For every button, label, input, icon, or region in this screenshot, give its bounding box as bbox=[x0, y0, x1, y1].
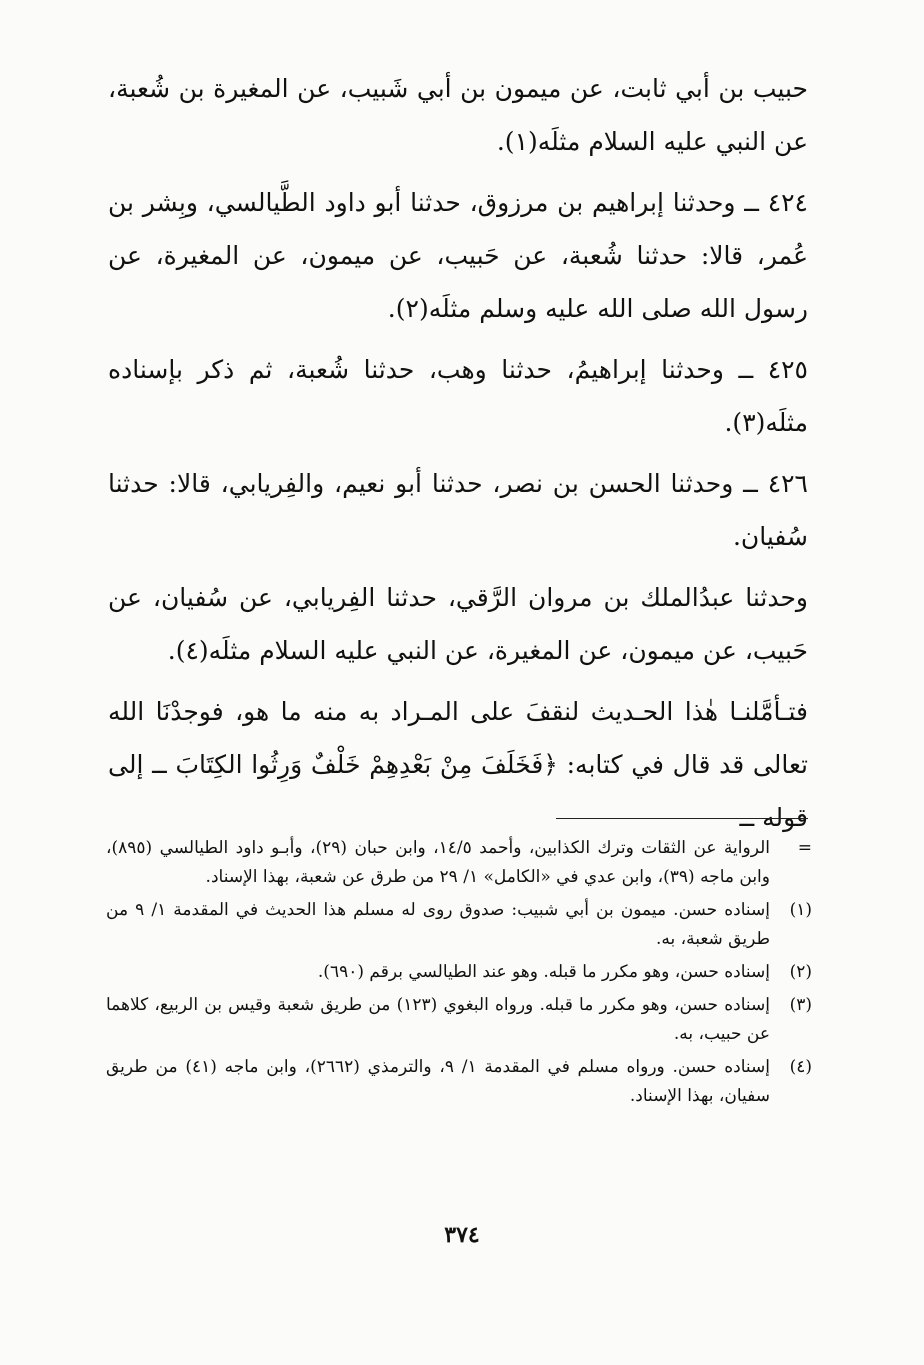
footnote-4 bbox=[106, 1053, 812, 1111]
footnote-text: إسناده حسن. ورواه مسلم في المقدمة ١/ ٩، والترمذي (٢٦٦٢)، وابن ماجه (٤١) من طريق سفيان، بهذا الإسناد. bbox=[106, 1057, 771, 1106]
commentary-paragraph: فتـأمَّلنـا هٰذا الحـديث لنقفَ على المـراد به منه ما هو، فوجدْنَا الله تعالى قد قال في كتابه: ﴿فَخَلَفَ مِنْ بَعْدِهِمْ خَلْفٌ وَرِثُوا الكِتَابَ ــ إلى قوله ــ bbox=[108, 697, 808, 832]
main-text bbox=[108, 62, 808, 852]
footnote-divider bbox=[556, 818, 808, 819]
footnote-2 bbox=[106, 958, 812, 987]
paragraph-continuation: حبيب بن أبي ثابت، عن ميمون بن أبي شَبيب، عن المغيرة بن شُعبة، عن النبي عليه السلام مثلَه(١). bbox=[108, 74, 808, 156]
footnote-1 bbox=[106, 896, 812, 954]
footnote-mark: (٤) bbox=[789, 1057, 812, 1077]
hadith-426: ٤٢٦ ــ وحدثنا الحسن بن نصر، حدثنا أبو نعيم، والفِريابي، قالا: حدثنا سُفيان. bbox=[108, 469, 808, 551]
footnote-text: إسناده حسن. ميمون بن أبي شبيب: صدوق روى له مسلم هذا الحديث في المقدمة ١/ ٩ من طريق شعبة، به. bbox=[106, 900, 771, 949]
footnote-continuation bbox=[106, 834, 812, 892]
footnote-mark: (٢) bbox=[789, 962, 812, 982]
hadith-426-second-chain: وحدثنا عبدُالملك بن مروان الرَّقي، حدثنا الفِريابي، عن سُفيان، عن حَبيب، عن ميمون، عن المغيرة، عن النبي عليه السلام مثلَه(٤). bbox=[108, 583, 808, 665]
footnote-mark: (١) bbox=[789, 900, 812, 920]
hadith-425: ٤٢٥ ــ وحدثنا إبراهيمُ، حدثنا وهب، حدثنا شُعبة، ثم ذكر بإسناده مثلَه(٣). bbox=[108, 355, 808, 437]
footnote-text: الرواية عن الثقات وترك الكذابين، وأحمد ١٤/٥، وابن حبان (٢٩)، وأبـو داود الطيالسي (٨٩٥)، وابن ماجه (٣٩)، وابن عدي في «الكامل» ١/ ٢٩ من طرق عن شعبة، بهذا الإسناد. bbox=[106, 838, 770, 887]
hadith-424: ٤٢٤ ــ وحدثنا إبراهيم بن مرزوق، حدثنا أبو داود الطَّيالسي، وبِشر بن عُمر، قالا: حدثنا شُعبة، عن حَبيب، عن ميمون، عن المغيرة، عن رسول الله صلى الله عليه وسلم مثلَه(٢). bbox=[108, 188, 808, 323]
footnotes bbox=[106, 834, 812, 1115]
page-number: ٣٧٤ bbox=[444, 1222, 480, 1248]
footnote-text: إسناده حسن، وهو مكرر ما قبله. وهو عند الطيالسي برقم (٦٩٠). bbox=[317, 962, 770, 982]
footnote-3 bbox=[106, 991, 812, 1049]
footnote-mark: = bbox=[797, 838, 812, 858]
footnote-mark: (٣) bbox=[789, 995, 812, 1015]
footnote-text: إسناده حسن، وهو مكرر ما قبله. ورواه البغوي (١٢٣) من طريق شعبة وقيس بن الربيع، كلاهما عن حبيب، به. bbox=[106, 995, 771, 1044]
